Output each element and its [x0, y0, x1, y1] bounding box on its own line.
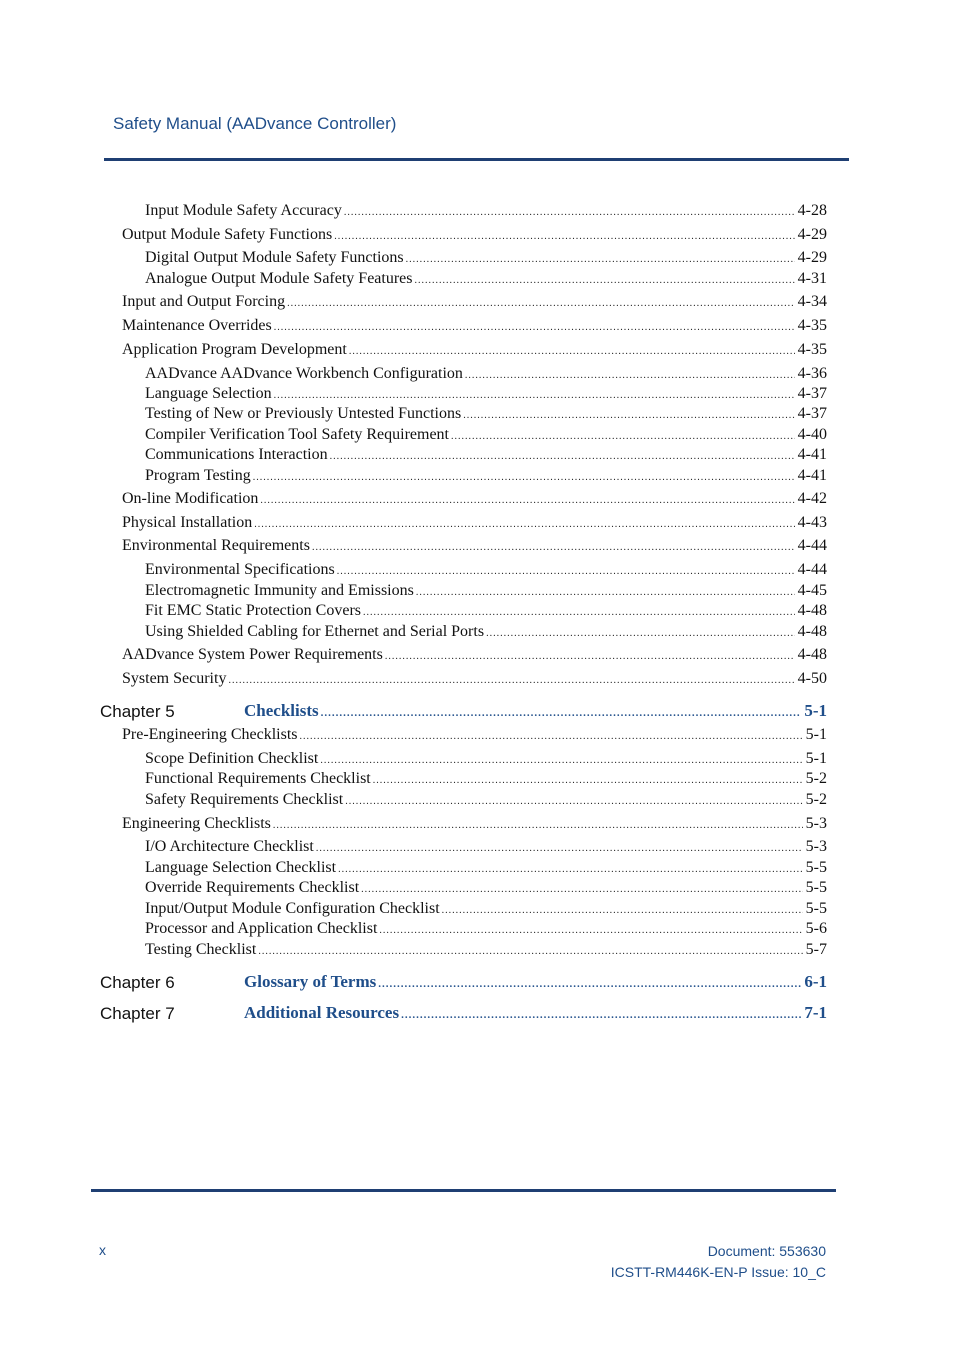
- dot-leader: [274, 322, 795, 333]
- toc-entry-page: 4-43: [797, 514, 827, 531]
- toc-entry-label: AADvance AADvance Workbench Configuration: [145, 365, 463, 382]
- toc-entry-page: 5-1: [805, 726, 827, 743]
- dot-leader: [486, 628, 795, 639]
- dot-leader: [416, 587, 795, 598]
- toc-entry[interactable]: [145, 249, 827, 267]
- toc-entry-page: 4-34: [797, 293, 827, 310]
- chapter-page: 7-1: [804, 1003, 827, 1022]
- toc-entry-label: Input and Output Forcing: [122, 293, 286, 310]
- toc-entry[interactable]: [122, 341, 827, 359]
- dot-leader: [442, 905, 803, 916]
- dot-leader: [415, 275, 795, 286]
- toc-entry-page: 4-48: [797, 623, 827, 640]
- toc-entry-page: 5-2: [805, 770, 827, 787]
- toc-entry-label: Fit EMC Static Protection Covers: [145, 602, 361, 619]
- toc-entry[interactable]: [122, 514, 827, 532]
- dot-leader: [463, 410, 794, 421]
- toc-entry-page: 4-29: [797, 249, 827, 266]
- chapter-page: 6-1: [804, 972, 827, 991]
- toc-entry-page: 4-29: [797, 226, 827, 243]
- footer-document-number: Document: 553630: [707, 1243, 826, 1259]
- toc-entry-label: Processor and Application Checklist: [145, 920, 378, 937]
- toc-entry-label: Scope Definition Checklist: [145, 750, 319, 767]
- toc-entry-label: Pre-Engineering Checklists: [122, 726, 298, 743]
- toc-entry[interactable]: [145, 582, 827, 600]
- toc-entry[interactable]: [145, 941, 827, 959]
- toc-entry[interactable]: [145, 859, 827, 877]
- toc-entry-page: 4-48: [797, 646, 827, 663]
- dot-leader: [379, 925, 802, 936]
- toc-entry[interactable]: [122, 815, 827, 833]
- dot-leader: [316, 843, 803, 854]
- toc-entry-label: Environmental Specifications: [145, 561, 335, 578]
- toc-entry-label: Application Program Development: [122, 341, 347, 358]
- toc-entry-page: 5-3: [805, 815, 827, 832]
- dot-leader: [373, 775, 803, 786]
- dot-leader: [363, 607, 795, 618]
- toc-entry-page: 4-31: [797, 270, 827, 287]
- dot-leader: [349, 346, 795, 357]
- toc-entry-page: 5-6: [805, 920, 827, 937]
- dot-leader: [344, 207, 795, 218]
- toc-entry-page: 4-37: [797, 385, 827, 402]
- dot-leader: [361, 884, 803, 895]
- toc-entry-page: 4-42: [797, 490, 827, 507]
- toc-entry[interactable]: [122, 293, 827, 311]
- toc-entry[interactable]: [122, 537, 827, 555]
- toc-entry-label: Testing Checklist: [145, 941, 257, 958]
- dot-leader: [320, 755, 802, 766]
- dot-leader: [253, 472, 795, 483]
- dot-leader: [274, 390, 795, 401]
- toc-entry-label: Digital Output Module Safety Functions: [145, 249, 404, 266]
- dot-leader: [273, 820, 803, 831]
- toc-entry-label: Input/Output Module Configuration Checklist: [145, 900, 440, 917]
- toc-entry-label: Maintenance Overrides: [122, 317, 272, 334]
- dot-leader: [345, 796, 802, 807]
- toc-entry[interactable]: [145, 385, 827, 403]
- dot-leader: [228, 675, 794, 686]
- dot-leader: [338, 864, 803, 875]
- chapter-page: 5-1: [804, 701, 827, 720]
- dot-leader: [330, 451, 795, 462]
- toc-entry-page: 4-48: [797, 602, 827, 619]
- dot-leader: [312, 542, 795, 553]
- toc-entry[interactable]: [145, 405, 827, 423]
- toc-entry-page: 5-5: [805, 859, 827, 876]
- chapter-title: Additional Resources: [244, 1003, 400, 1022]
- toc-entry-label: System Security: [122, 670, 227, 687]
- toc-entry-page: 4-37: [797, 405, 827, 422]
- toc-entry-label: Communications Interaction: [145, 446, 328, 463]
- toc-entry[interactable]: [145, 270, 827, 288]
- dot-leader: [321, 707, 802, 719]
- toc-entry-label: On-line Modification: [122, 490, 259, 507]
- toc-entry[interactable]: [145, 770, 827, 788]
- toc-entry[interactable]: [145, 446, 827, 464]
- toc-entry-label: Testing of New or Previously Untested Functions: [145, 405, 462, 422]
- toc-entry-page: 4-28: [797, 202, 827, 219]
- toc-entry-page: 4-41: [797, 467, 827, 484]
- toc-entry-page: 4-44: [797, 561, 827, 578]
- toc-entry[interactable]: [145, 561, 827, 579]
- toc-entry[interactable]: [145, 426, 827, 444]
- toc-entry-page: 4-50: [797, 670, 827, 687]
- toc-entry[interactable]: [122, 490, 827, 508]
- toc-entry-label: Input Module Safety Accuracy: [145, 202, 342, 219]
- toc-entry[interactable]: [122, 226, 827, 244]
- dot-leader: [378, 978, 801, 990]
- chapter-title: Glossary of Terms: [244, 972, 377, 991]
- toc-entry-label: Physical Installation: [122, 514, 253, 531]
- toc-entry-page: 4-36: [797, 365, 827, 382]
- toc-entry-label: Electromagnetic Immunity and Emissions: [145, 582, 414, 599]
- toc-entry[interactable]: [145, 602, 827, 620]
- dot-leader: [300, 731, 803, 742]
- dot-leader: [406, 254, 795, 265]
- toc-entry-page: 4-44: [797, 537, 827, 554]
- chapter-entry[interactable]: [244, 1003, 827, 1023]
- toc-entry-label: AADvance System Power Requirements: [122, 646, 383, 663]
- toc-entry-label: Language Selection: [145, 385, 272, 402]
- toc-entry-label: Output Module Safety Functions: [122, 226, 333, 243]
- toc-entry[interactable]: [145, 750, 827, 768]
- toc-entry[interactable]: [145, 202, 827, 220]
- chapter-prefix: Chapter 7: [100, 1004, 175, 1023]
- toc-entry-label: Language Selection Checklist: [145, 859, 337, 876]
- toc-entry[interactable]: [145, 920, 827, 938]
- chapter-entry[interactable]: [244, 701, 827, 721]
- toc-entry[interactable]: [122, 646, 827, 664]
- toc-entry-page: 4-35: [797, 317, 827, 334]
- toc-entry[interactable]: [145, 623, 827, 641]
- toc-entry-page: 5-5: [805, 900, 827, 917]
- toc-entry-label: Safety Requirements Checklist: [145, 791, 344, 808]
- toc-entry[interactable]: [122, 317, 827, 335]
- toc-entry-page: 4-40: [797, 426, 827, 443]
- toc-entry[interactable]: [145, 791, 827, 809]
- toc-entry[interactable]: [122, 726, 827, 744]
- toc-entry[interactable]: [145, 467, 827, 485]
- toc-entry-page: 5-7: [805, 941, 827, 958]
- toc-entry[interactable]: [145, 838, 827, 856]
- dot-leader: [385, 651, 795, 662]
- footer-rule: [91, 1189, 836, 1192]
- dot-leader: [451, 431, 795, 442]
- toc-entry-page: 5-1: [805, 750, 827, 767]
- toc-entry-label: Using Shielded Cabling for Ethernet and Serial Ports: [145, 623, 485, 640]
- toc-entry-page: 5-5: [805, 879, 827, 896]
- dot-leader: [334, 231, 794, 242]
- toc-entry-label: I/O Architecture Checklist: [145, 838, 314, 855]
- toc-entry[interactable]: [122, 670, 827, 688]
- footer-page-number: x: [99, 1242, 106, 1258]
- toc-entry[interactable]: [145, 879, 827, 897]
- dot-leader: [258, 946, 802, 957]
- toc-entry-page: 4-41: [797, 446, 827, 463]
- chapter-prefix: Chapter 6: [100, 973, 175, 992]
- running-header-title: Safety Manual (AADvance Controller): [113, 114, 397, 133]
- dot-leader: [401, 1009, 801, 1021]
- toc-entry-label: Analogue Output Module Safety Features: [145, 270, 413, 287]
- toc-entry-page: 4-35: [797, 341, 827, 358]
- footer-document-info: [611, 1241, 826, 1283]
- toc-entry-label: Functional Requirements Checklist: [145, 770, 371, 787]
- chapter-prefix: Chapter 5: [100, 702, 175, 721]
- toc-entry[interactable]: [145, 900, 827, 918]
- chapter-title: Checklists: [244, 701, 319, 720]
- toc-entry-label: Override Requirements Checklist: [145, 879, 360, 896]
- toc-entry-label: Engineering Checklists: [122, 815, 271, 832]
- dot-leader: [337, 566, 795, 577]
- toc-entry-page: 5-2: [805, 791, 827, 808]
- toc-entry[interactable]: [145, 365, 827, 383]
- toc-entry-label: Compiler Verification Tool Safety Requirement: [145, 426, 449, 443]
- chapter-entry[interactable]: [244, 972, 827, 992]
- toc-entry-page: 5-3: [805, 838, 827, 855]
- footer-issue: ICSTT-RM446K-EN-P Issue: 10_C: [610, 1264, 826, 1280]
- dot-leader: [465, 370, 795, 381]
- dot-leader: [254, 519, 794, 530]
- dot-leader: [260, 495, 794, 506]
- dot-leader: [287, 298, 795, 309]
- toc-entry-page: 4-45: [797, 582, 827, 599]
- toc-entry-label: Environmental Requirements: [122, 537, 310, 554]
- toc-entry-label: Program Testing: [145, 467, 251, 484]
